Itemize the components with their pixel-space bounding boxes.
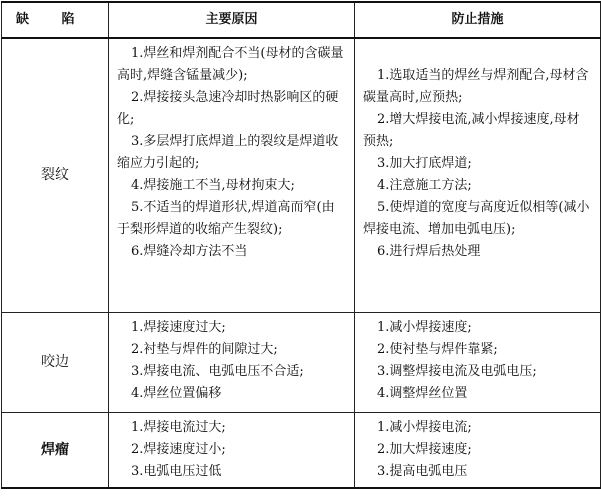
cause-list [109,412,355,488]
list-item: 1.减小焊接速度; [377,319,472,335]
header-defect: 缺 陷 [2,2,109,38]
list-item: 4.调整焊丝位置 [377,385,468,401]
list-item: 3.焊接电流、电弧电压不合适; [131,363,304,379]
table-row [2,312,601,412]
defect-name: 焊瘤 [2,412,109,488]
cause-list [109,312,355,412]
list-item: 2.焊接速度过小; [131,441,226,457]
list-item: 1.减小焊接电流; [377,419,472,435]
list-item: 6.进行焊后热处理 [377,244,481,259]
list-item: 3.加大打底焊道; [377,156,472,171]
prevention-list [355,312,601,412]
list-item: 1.焊丝和焊剂配合不当(母材的含碳量高时,焊缝含锰量减少); [117,46,344,83]
list-item: 3.电弧电压过低 [131,463,222,479]
defect-name: 咬边 [2,312,109,412]
header-cause: 主要原因 [109,2,355,38]
list-item: 2.增大焊接电流,减小焊接速度,母材预热; [363,112,580,149]
list-item: 3.多层焊打底焊道上的裂纹是焊道收缩应力引起的; [117,134,339,171]
list-item: 4.注意施工方法; [377,178,472,193]
list-item: 1.选取适当的焊丝与焊剂配合,母材含碳量高时,应预热; [363,68,589,105]
list-item: 2.使衬垫与焊件靠紧; [377,341,498,357]
list-item: 1.焊接速度过大; [131,319,226,335]
list-item: 2.焊接接头急速冷却时热影响区的硬化; [117,90,339,127]
prevention-list [355,38,601,312]
table-row [2,38,601,312]
list-item: 2.衬垫与焊件的间隙过大; [131,341,278,357]
list-item: 5.使焊道的宽度与高度近似相等(减小焊接电流、增加电弧电压); [363,200,590,237]
header-row [2,2,601,38]
list-item: 3.调整焊接电流及电弧电压; [377,363,537,379]
defect-name: 裂纹 [2,38,109,312]
list-item: 4.焊丝位置偏移 [131,385,222,401]
list-item: 1.焊接电流过大; [131,419,226,435]
table-row [2,412,601,488]
list-item: 6.焊缝冷却方法不当 [131,244,248,259]
list-item: 2.加大焊接速度; [377,441,472,457]
welding-defects-table [1,1,601,489]
cause-list [109,38,355,312]
list-item: 3.提高电弧电压 [377,463,468,479]
header-prevention: 防止措施 [355,2,601,38]
list-item: 5.不适当的焊道形状,焊道高而窄(由于梨形焊道的收缩产生裂纹); [117,200,335,237]
prevention-list [355,412,601,488]
list-item: 4.焊接施工不当,母材拘束大; [131,178,295,193]
